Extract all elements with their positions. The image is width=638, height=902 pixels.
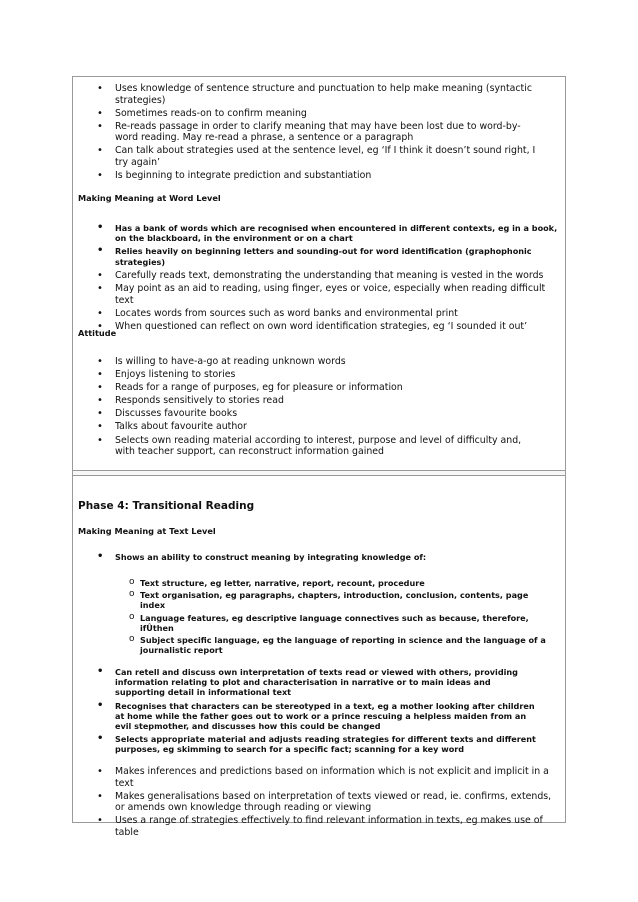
- list-item: • Is willing to have-a-go at reading unknown words: [73, 356, 543, 368]
- word-level-list: [73, 223, 561, 334]
- text-level-lead-list: [73, 552, 543, 565]
- list-item: • Reads for a range of purposes, eg for pleasure or information: [73, 382, 543, 394]
- word-level-heading: Making Meaning at Word Level: [78, 193, 221, 203]
- list-item: • Enjoys listening to stories: [73, 369, 543, 381]
- list-item: o Subject specific language, eg the language of reporting in science and the language of a journalistic report: [73, 635, 553, 655]
- list-item: • Talks about favourite author: [73, 421, 543, 433]
- table-cell-phase3: [73, 77, 565, 470]
- text-level-bold-list: [73, 667, 543, 758]
- list-item: o Text structure, eg letter, narrative, report, recount, procedure: [73, 578, 553, 588]
- list-item: • Is beginning to integrate prediction and substantiation: [73, 170, 543, 182]
- list-item: • Has a bank of words which are recognised when encountered in different contexts, eg in a book, on the blackboard, in the environment or on a chart: [73, 223, 561, 243]
- list-item: • Carefully reads text, demonstrating the understanding that meaning is vested in the words: [73, 270, 561, 282]
- list-item: • Can talk about strategies used at the sentence level, eg ‘If I think it doesn’t sound right, I try again’: [73, 145, 543, 168]
- list-item: • Discusses favourite books: [73, 408, 543, 420]
- list-item: • Selects own reading material according to interest, purpose and level of difficulty and, with teacher support, can reconstruct information gained: [73, 435, 543, 458]
- text-level-heading: Making Meaning at Text Level: [78, 526, 216, 536]
- content-table: [72, 76, 566, 838]
- list-item: • Relies heavily on beginning letters and sounding-out for word identification (graphophonic strategies): [73, 246, 561, 266]
- list-item: • Uses knowledge of sentence structure and punctuation to help make meaning (syntactic strategies): [73, 83, 543, 106]
- attitude-heading: Attitude: [78, 328, 117, 338]
- list-item: • Shows an ability to construct meaning by integrating knowledge of:: [73, 552, 543, 562]
- list-item: • When questioned can reflect on own word identification strategies, eg ‘I sounded it out’: [73, 321, 561, 333]
- attitude-list: [73, 356, 543, 459]
- list-item: • Makes inferences and predictions based on information which is not explicit and implicit in a text: [73, 766, 563, 789]
- text-knowledge-sublist: [73, 578, 553, 657]
- list-item: • Can retell and discuss own interpretation of texts read or viewed with others, providing information relating to plot and characterisation in narrative or to main ideas and supporting detail in informational text: [73, 667, 543, 698]
- list-item: • Makes generalisations based on interpretation of texts viewed or read, ie. confirms, extends, or amends own knowledge through reading or viewing: [73, 791, 563, 814]
- text-level-list: [73, 766, 563, 840]
- list-item: • Recognises that characters can be stereotyped in a text, eg a mother looking after children at home while the father goes out to work or a prince rescuing a helpless maiden from an evil stepmother, and discusses how this could be changed: [73, 701, 543, 732]
- list-item: • Sometimes reads-on to confirm meaning: [73, 108, 543, 120]
- list-item: • Selects appropriate material and adjusts reading strategies for different texts and different purposes, eg skimming to search for a specific fact; scanning for a key word: [73, 734, 543, 754]
- list-item: • Responds sensitively to stories read: [73, 395, 543, 407]
- list-item: • Uses a range of strategies effectively to find relevant information in texts, eg makes use of table: [73, 815, 563, 838]
- table-cell-phase4: [73, 476, 565, 838]
- list-item: o Text organisation, eg paragraphs, chapters, introduction, conclusion, contents, page index: [73, 590, 553, 610]
- sentence-level-list: [73, 83, 543, 183]
- list-item: o Language features, eg descriptive language connectives such as because, therefore, ifÛthen: [73, 613, 553, 633]
- list-item: • Locates words from sources such as word banks and environmental print: [73, 308, 561, 320]
- list-item: • May point as an aid to reading, using finger, eyes or voice, especially when reading difficult text: [73, 283, 561, 306]
- list-item: • Re-reads passage in order to clarify meaning that may have been lost due to word-by-word reading. May re-read a phrase, a sentence or a paragraph: [73, 121, 543, 144]
- phase-title: Phase 4: Transitional Reading: [78, 500, 255, 512]
